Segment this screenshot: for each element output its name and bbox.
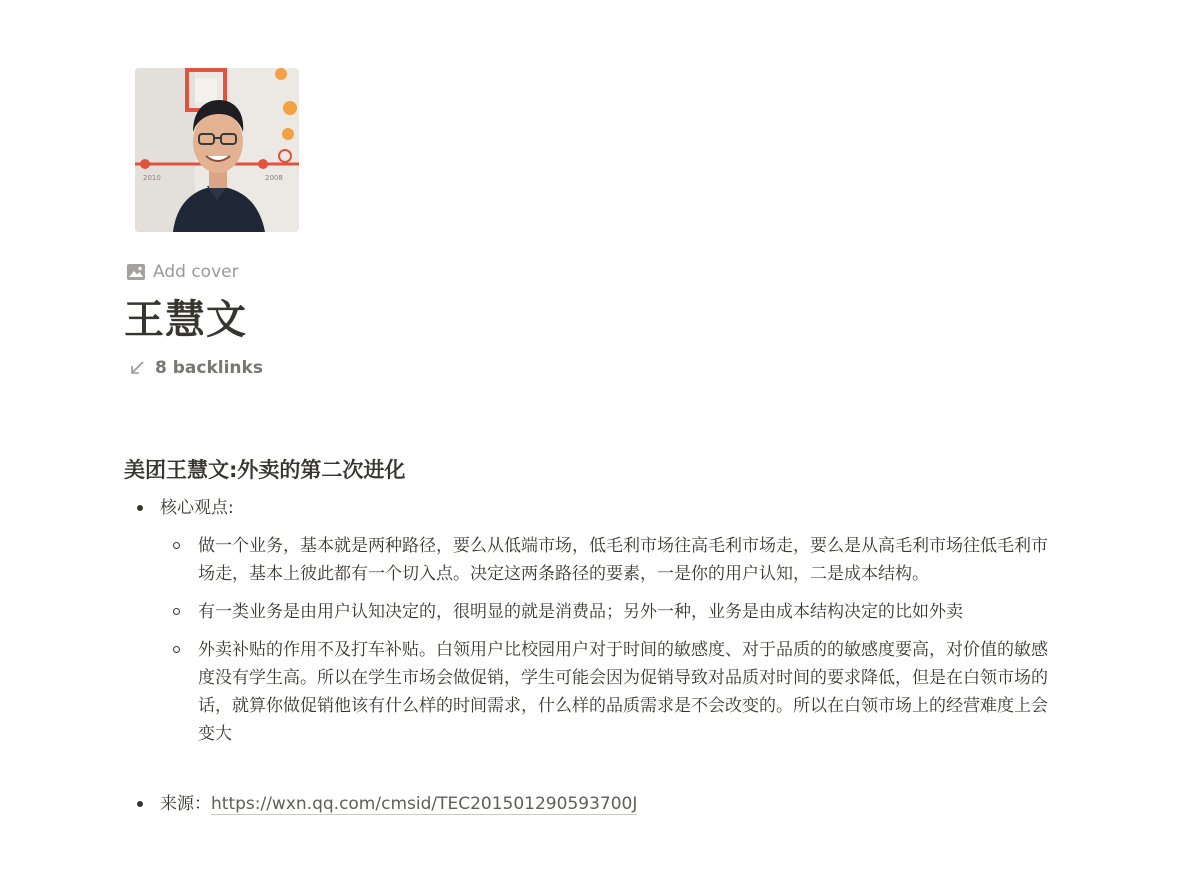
image-icon [126,262,146,282]
sub-bullet-list [160,532,1064,748]
source-label: 来源： [160,794,211,814]
list-item-source[interactable] [124,790,1064,818]
core-label: 核心观点: [160,498,234,518]
photo-year-label: 2010 [143,174,161,182]
add-cover-button[interactable] [126,260,239,284]
photo-year-label: 2008 [265,174,283,182]
source-link[interactable]: https://wxn.qq.com/cmsid/TEC201501290593700J [211,794,638,814]
backlinks-button[interactable] [128,355,263,381]
list-item[interactable]: 外卖补贴的作用不及打车补贴。白领用户比校园用户对于时间的敏感度、对于品质的的敏感度要高，对价值的敏感度没有学生高。所以在学生市场会做促销，学生可能会因为促销导致对品质对时间的要求降低，但是在白领市场的话，就算你做促销他该有什么样的时间需求，什么样的品质需求是不会改变的。所以在白领市场上的经营难度上会变大 [160,636,1064,748]
page-icon-photo[interactable] [135,68,299,232]
page-title[interactable]: 王慧文 [124,297,247,343]
list-item[interactable]: 有一类业务是由用户认知决定的，很明显的就是消费品；另外一种，业务是由成本结构决定的比如外卖 [160,598,1064,626]
arrow-down-left-icon [128,359,146,377]
portrait-photo [135,68,299,232]
section-heading[interactable]: 美团王慧文:外卖的第二次进化 [124,458,406,482]
bullet-list [124,494,1064,818]
list-item[interactable]: 做一个业务，基本就是两种路径，要么从低端市场，低毛利市场往高毛利市场走，要么是从高毛利市场往低毛利市场走，基本上彼此都有一个切入点。决定这两条路径的要素，一是你的用户认知，二是成本结构。 [160,532,1064,588]
add-cover-label: Add cover [153,262,239,282]
list-item-core[interactable] [124,494,1064,748]
backlinks-label: 8 backlinks [155,358,263,378]
